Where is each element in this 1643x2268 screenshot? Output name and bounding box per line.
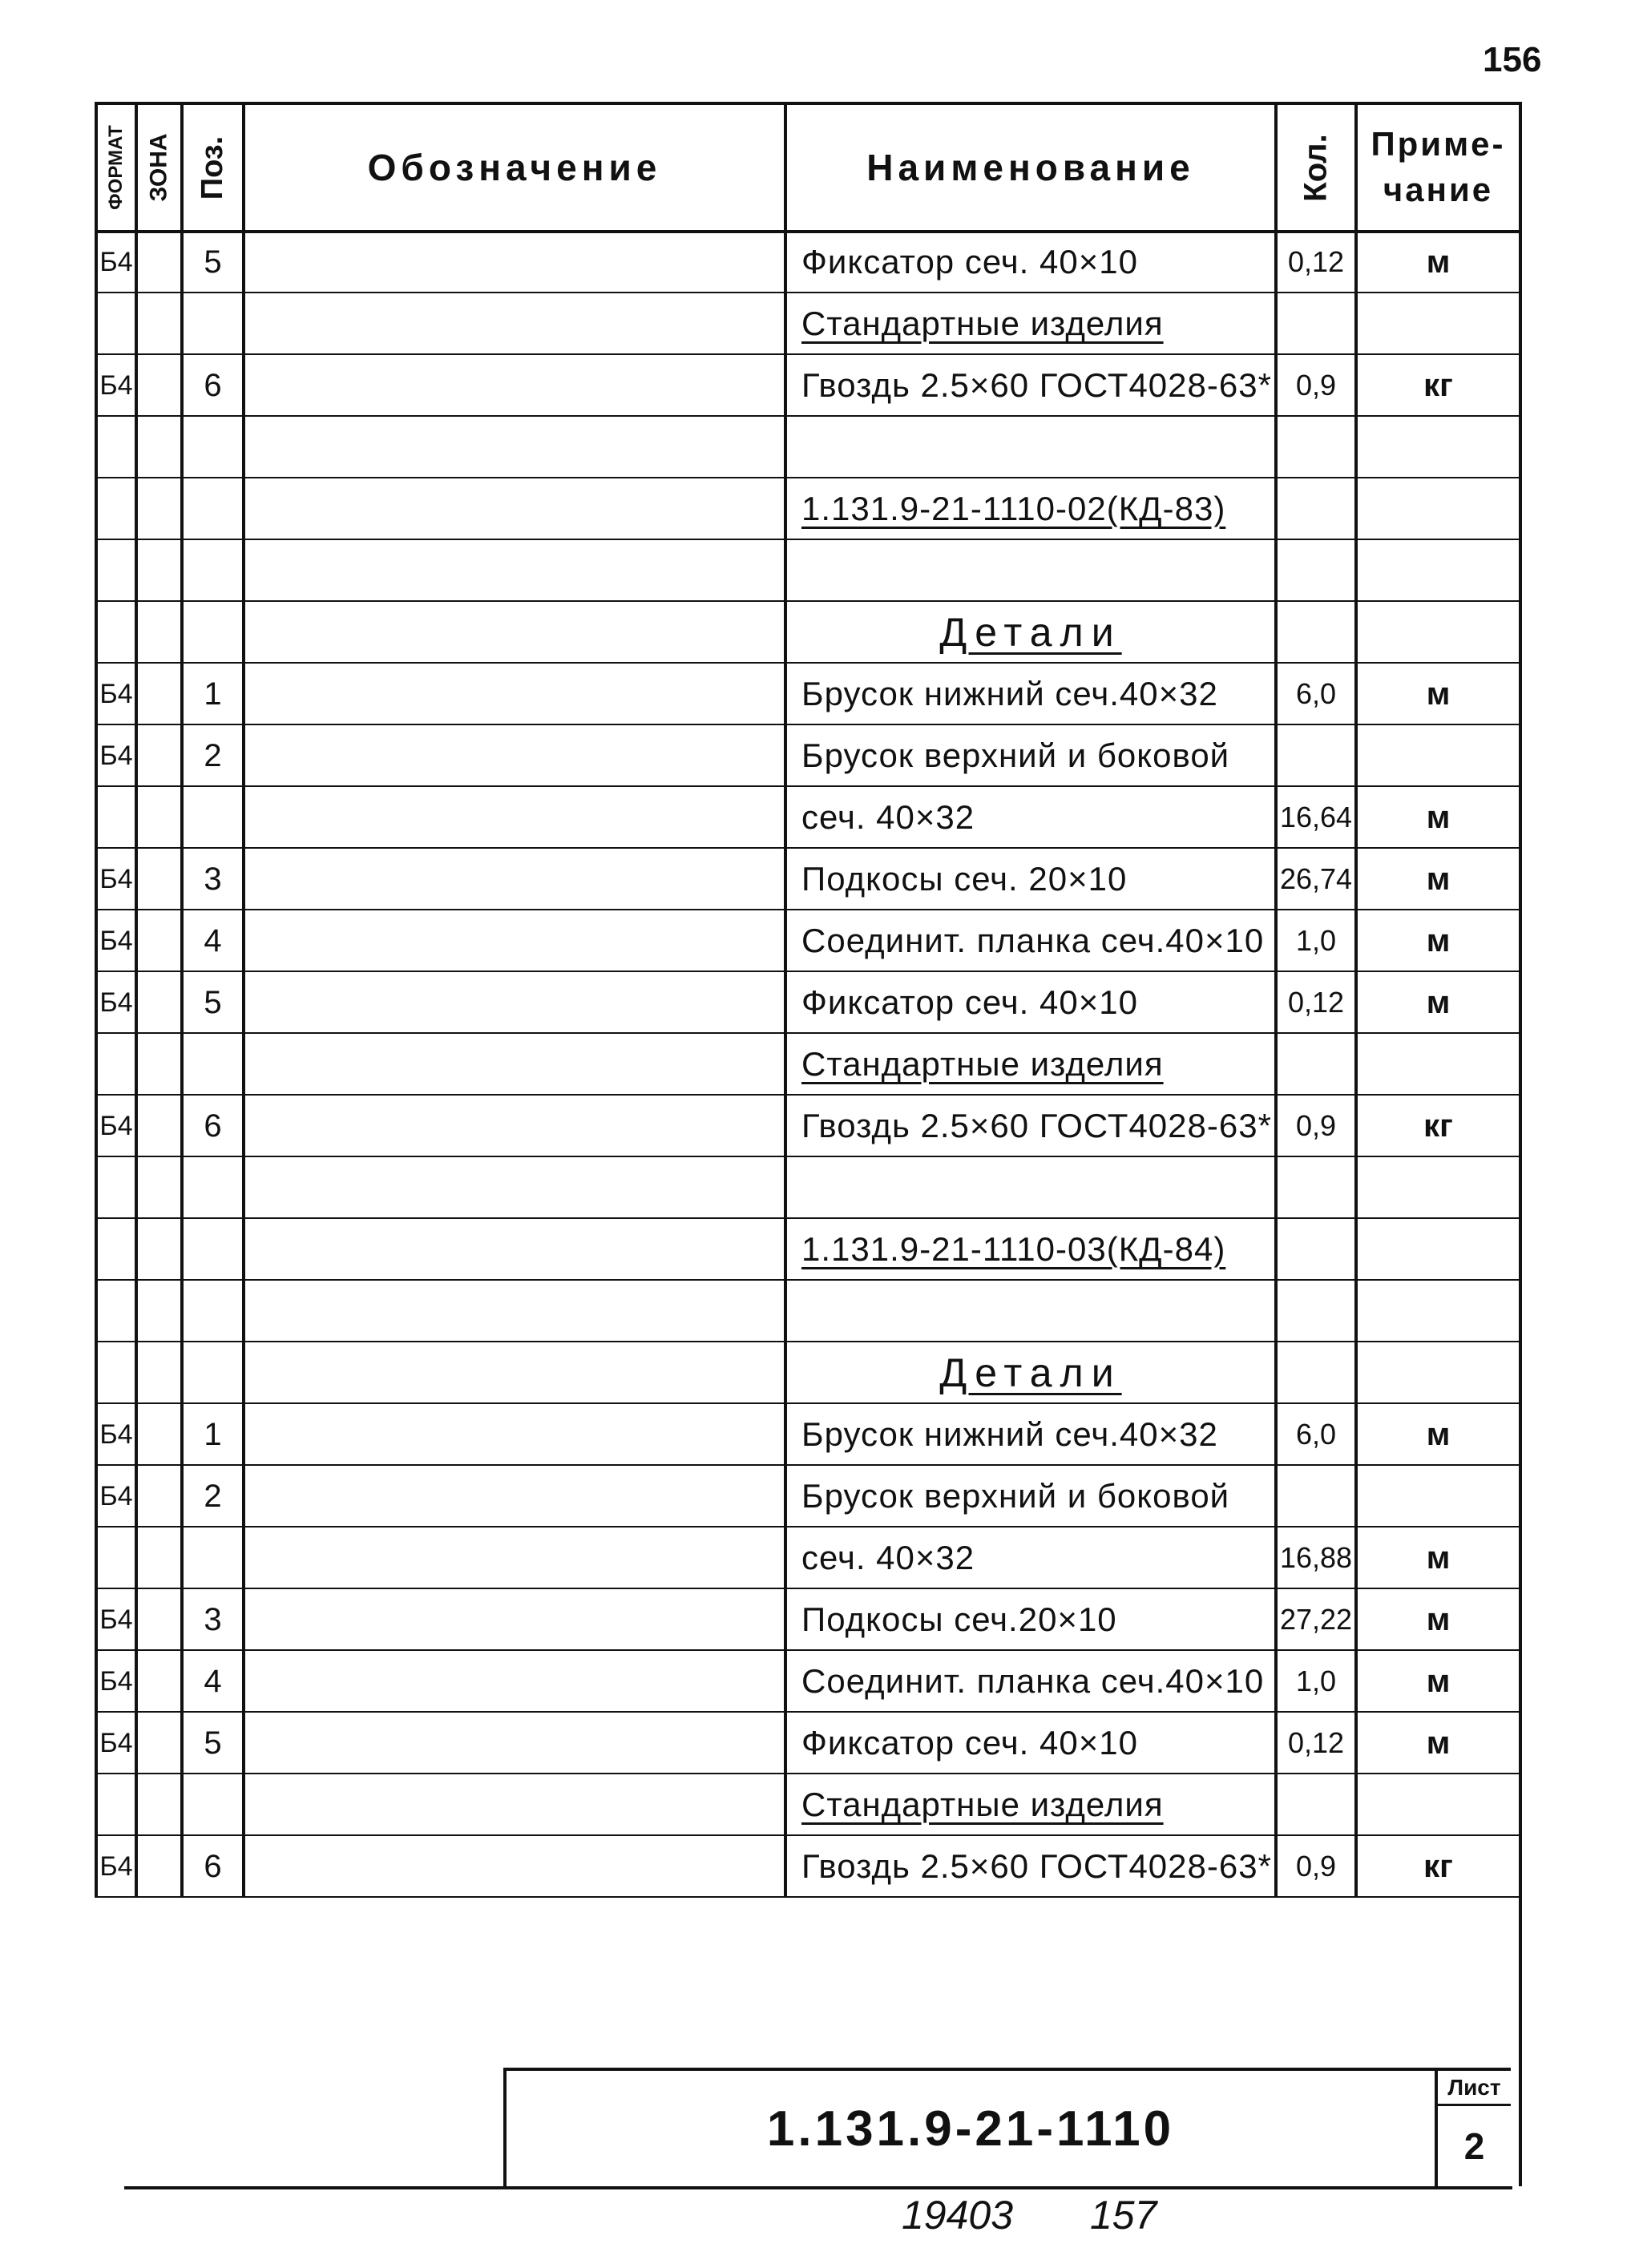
row-designation xyxy=(245,849,784,909)
row-pos: 6 xyxy=(204,1108,222,1144)
header-qty-label: Кол. xyxy=(1298,133,1334,202)
row-name: Брусок верхний и боковой xyxy=(801,736,1230,774)
row-note: кг xyxy=(1423,1108,1453,1144)
row-divider xyxy=(95,971,1519,972)
row-qty xyxy=(1278,603,1354,662)
row-name: сеч. 40×32 xyxy=(801,1539,975,1576)
row-note: м xyxy=(1426,676,1451,712)
row-format xyxy=(98,1281,135,1341)
row-format xyxy=(98,1158,135,1217)
row-format xyxy=(98,603,135,662)
row-divider xyxy=(95,600,1519,602)
row-pos xyxy=(184,541,242,600)
row-pos xyxy=(184,1281,242,1341)
row-designation xyxy=(245,911,784,971)
row-qty xyxy=(1278,479,1354,539)
row-divider xyxy=(95,1279,1519,1281)
header-format xyxy=(98,105,135,230)
page-number: 156 xyxy=(1483,40,1542,79)
row-note: кг xyxy=(1423,367,1453,403)
row-name: Подкосы сеч.20×10 xyxy=(801,1600,1117,1638)
row-divider xyxy=(95,662,1519,664)
row-qty: 0,12 xyxy=(1287,986,1345,1019)
row-pos xyxy=(184,1035,242,1094)
row-qty: 1,0 xyxy=(1295,1665,1337,1697)
row-pos xyxy=(184,1158,242,1217)
row-designation xyxy=(245,232,784,292)
row-divider xyxy=(95,1896,1519,1898)
row-divider xyxy=(95,477,1519,478)
row-name xyxy=(787,1281,1274,1341)
row-pos xyxy=(184,1775,242,1834)
row-name: Детали xyxy=(939,610,1122,655)
row-note xyxy=(1358,1343,1519,1402)
row-pos: 3 xyxy=(204,861,222,897)
row-designation xyxy=(245,479,784,539)
row-qty: 0,12 xyxy=(1287,245,1345,278)
header-zone-label: ЗОНА xyxy=(145,133,172,202)
row-qty xyxy=(1278,1281,1354,1341)
row-divider xyxy=(95,847,1519,849)
row-designation xyxy=(245,1528,784,1588)
footer-page-number: 157 xyxy=(1090,2193,1157,2238)
row-designation xyxy=(245,726,784,785)
row-divider xyxy=(95,292,1519,293)
row-divider xyxy=(95,1156,1519,1157)
row-pos: 2 xyxy=(204,1478,222,1514)
row-note: м xyxy=(1426,861,1451,897)
row-qty xyxy=(1278,294,1354,353)
row-name: 1.131.9-21-1110-02(КД-83) xyxy=(801,490,1226,527)
row-qty xyxy=(1278,1220,1354,1279)
row-qty: 16,88 xyxy=(1279,1541,1353,1574)
row-format xyxy=(98,1775,135,1834)
column-divider xyxy=(135,102,138,1896)
row-format xyxy=(98,541,135,600)
row-name: сеч. 40×32 xyxy=(801,798,975,836)
row-note xyxy=(1358,294,1519,353)
row-qty: 16,64 xyxy=(1279,801,1353,833)
row-name: Фиксатор сеч. 40×10 xyxy=(801,983,1138,1021)
row-pos: 1 xyxy=(204,1416,222,1452)
row-qty: 0,9 xyxy=(1295,1109,1337,1142)
header-designation: Обозначение xyxy=(367,147,662,188)
row-name: Стандартные изделия xyxy=(801,1786,1164,1823)
row-divider xyxy=(95,1773,1519,1774)
row-name: Фиксатор сеч. 40×10 xyxy=(801,1724,1138,1762)
column-divider xyxy=(1519,102,1522,2186)
row-note xyxy=(1358,1035,1519,1094)
row-pos xyxy=(184,603,242,662)
header-format-label: ФОРМАТ xyxy=(105,125,127,210)
row-divider xyxy=(95,415,1519,417)
inventory-number: 19403 xyxy=(902,2193,1014,2238)
row-designation xyxy=(245,418,784,477)
row-note xyxy=(1358,479,1519,539)
row-designation xyxy=(245,294,784,353)
row-pos xyxy=(184,418,242,477)
row-note: м xyxy=(1426,1601,1451,1637)
row-divider xyxy=(95,539,1519,540)
row-note xyxy=(1358,1467,1519,1526)
row-format xyxy=(98,294,135,353)
row-format: Б4 xyxy=(99,1727,133,1758)
row-pos: 2 xyxy=(204,737,222,773)
row-format: Б4 xyxy=(99,1480,133,1511)
row-qty xyxy=(1278,1467,1354,1526)
row-designation xyxy=(245,1035,784,1094)
row-qty: 27,22 xyxy=(1279,1603,1353,1636)
row-qty: 6,0 xyxy=(1295,1418,1337,1451)
row-designation xyxy=(245,788,784,847)
row-divider xyxy=(95,1094,1519,1096)
row-divider xyxy=(95,909,1519,910)
row-designation xyxy=(245,1713,784,1773)
row-note xyxy=(1358,603,1519,662)
row-format: Б4 xyxy=(99,1110,133,1141)
header-qty xyxy=(1278,105,1354,230)
row-pos: 5 xyxy=(204,1725,222,1761)
row-designation xyxy=(245,1220,784,1279)
row-divider xyxy=(95,1526,1519,1527)
row-name: 1.131.9-21-1110-03(КД-84) xyxy=(801,1230,1226,1268)
row-designation xyxy=(245,1281,784,1341)
row-qty xyxy=(1278,1775,1354,1834)
row-divider xyxy=(95,1464,1519,1466)
row-pos: 3 xyxy=(204,1601,222,1637)
row-note xyxy=(1358,1281,1519,1341)
row-qty: 0,12 xyxy=(1287,1726,1345,1759)
row-pos: 4 xyxy=(204,922,222,958)
row-designation xyxy=(245,1096,784,1156)
row-format: Б4 xyxy=(99,369,133,401)
row-divider xyxy=(95,1711,1519,1713)
row-format: Б4 xyxy=(99,678,133,709)
row-note: м xyxy=(1426,1725,1451,1761)
row-name: Соединит. планка сеч.40×10 xyxy=(801,1662,1265,1700)
row-divider xyxy=(95,1402,1519,1404)
row-pos: 6 xyxy=(204,367,222,403)
row-name: Гвоздь 2.5×60 ГОСТ4028-63* xyxy=(801,366,1272,404)
row-designation xyxy=(245,1652,784,1711)
row-pos: 6 xyxy=(204,1848,222,1884)
row-note: м xyxy=(1426,922,1451,958)
row-name xyxy=(787,1158,1274,1217)
row-format: Б4 xyxy=(99,863,133,894)
row-format xyxy=(98,479,135,539)
row-note: м xyxy=(1426,1540,1451,1576)
row-pos: 5 xyxy=(204,244,222,280)
row-format xyxy=(98,1528,135,1588)
row-divider xyxy=(95,1341,1519,1342)
bottom-frame-line xyxy=(124,2186,1512,2189)
row-qty xyxy=(1278,1035,1354,1094)
row-pos xyxy=(184,788,242,847)
row-name: Фиксатор сеч. 40×10 xyxy=(801,243,1138,280)
row-divider xyxy=(95,1649,1519,1651)
row-designation xyxy=(245,1775,784,1834)
row-divider xyxy=(95,1588,1519,1589)
row-name: Соединит. планка сеч.40×10 xyxy=(801,922,1265,959)
row-format xyxy=(98,1343,135,1402)
row-format xyxy=(98,1220,135,1279)
row-name: Подкосы сеч. 20×10 xyxy=(801,860,1128,898)
row-qty: 6,0 xyxy=(1295,677,1337,710)
row-format: Б4 xyxy=(99,925,133,956)
row-designation xyxy=(245,664,784,724)
row-qty: 26,74 xyxy=(1279,862,1353,895)
row-designation xyxy=(245,973,784,1032)
row-divider xyxy=(95,353,1519,355)
sheet-number: 2 xyxy=(1463,2125,1485,2167)
row-format xyxy=(98,418,135,477)
row-name xyxy=(787,418,1274,477)
row-designation xyxy=(245,1590,784,1649)
row-designation xyxy=(245,1158,784,1217)
row-designation xyxy=(245,1837,784,1896)
row-qty: 0,9 xyxy=(1295,369,1337,402)
row-format: Б4 xyxy=(99,987,133,1018)
row-designation xyxy=(245,1405,784,1464)
row-name: Брусок нижний сеч.40×32 xyxy=(801,675,1218,712)
document-code: 1.131.9-21-1110 xyxy=(766,2101,1175,2157)
row-designation xyxy=(245,603,784,662)
header-pos-label: Поз. xyxy=(196,135,230,200)
row-note: м xyxy=(1426,1416,1451,1452)
row-qty: 1,0 xyxy=(1295,924,1337,957)
row-pos xyxy=(184,1343,242,1402)
row-note: м xyxy=(1426,984,1451,1020)
row-pos xyxy=(184,1528,242,1588)
row-divider xyxy=(95,1032,1519,1034)
row-pos xyxy=(184,294,242,353)
header-name: Наименование xyxy=(866,147,1195,188)
row-note: м xyxy=(1426,244,1451,280)
row-qty xyxy=(1278,541,1354,600)
sheet-label: Лист xyxy=(1447,2074,1501,2100)
row-qty xyxy=(1278,1343,1354,1402)
row-divider xyxy=(95,1834,1519,1836)
row-name: Детали xyxy=(939,1350,1122,1395)
row-name: Гвоздь 2.5×60 ГОСТ4028-63* xyxy=(801,1107,1272,1144)
row-qty xyxy=(1278,1158,1354,1217)
row-format xyxy=(98,788,135,847)
row-format: Б4 xyxy=(99,1665,133,1697)
header-pos xyxy=(184,105,242,230)
row-format: Б4 xyxy=(99,740,133,771)
row-divider xyxy=(95,1217,1519,1219)
row-designation xyxy=(245,1467,784,1526)
row-name xyxy=(787,541,1274,600)
row-name: Стандартные изделия xyxy=(801,1045,1164,1083)
row-pos: 1 xyxy=(204,676,222,712)
row-note xyxy=(1358,1158,1519,1217)
row-note: м xyxy=(1426,1663,1451,1699)
row-note xyxy=(1358,418,1519,477)
row-pos: 5 xyxy=(204,984,222,1020)
row-name: Гвоздь 2.5×60 ГОСТ4028-63* xyxy=(801,1847,1272,1885)
row-name: Брусок нижний сеч.40×32 xyxy=(801,1415,1218,1453)
row-format xyxy=(98,1035,135,1094)
row-format: Б4 xyxy=(99,1850,133,1882)
row-divider xyxy=(95,724,1519,725)
row-format: Б4 xyxy=(99,1604,133,1635)
row-designation xyxy=(245,1343,784,1402)
row-designation xyxy=(245,356,784,415)
row-name: Брусок верхний и боковой xyxy=(801,1477,1230,1515)
row-divider xyxy=(95,785,1519,787)
row-pos: 4 xyxy=(204,1663,222,1699)
row-note xyxy=(1358,541,1519,600)
header-note: Приме- чание xyxy=(1371,125,1506,208)
row-note xyxy=(1358,726,1519,785)
row-name: Стандартные изделия xyxy=(801,305,1164,342)
row-qty: 0,9 xyxy=(1295,1850,1337,1883)
row-format: Б4 xyxy=(99,1419,133,1450)
row-pos xyxy=(184,479,242,539)
row-note: кг xyxy=(1423,1848,1453,1884)
row-designation xyxy=(245,541,784,600)
row-note xyxy=(1358,1220,1519,1279)
row-qty xyxy=(1278,726,1354,785)
header-zone xyxy=(138,105,180,230)
row-pos xyxy=(184,1220,242,1279)
row-note: м xyxy=(1426,799,1451,835)
row-note xyxy=(1358,1775,1519,1834)
row-format: Б4 xyxy=(99,246,133,277)
row-qty xyxy=(1278,418,1354,477)
